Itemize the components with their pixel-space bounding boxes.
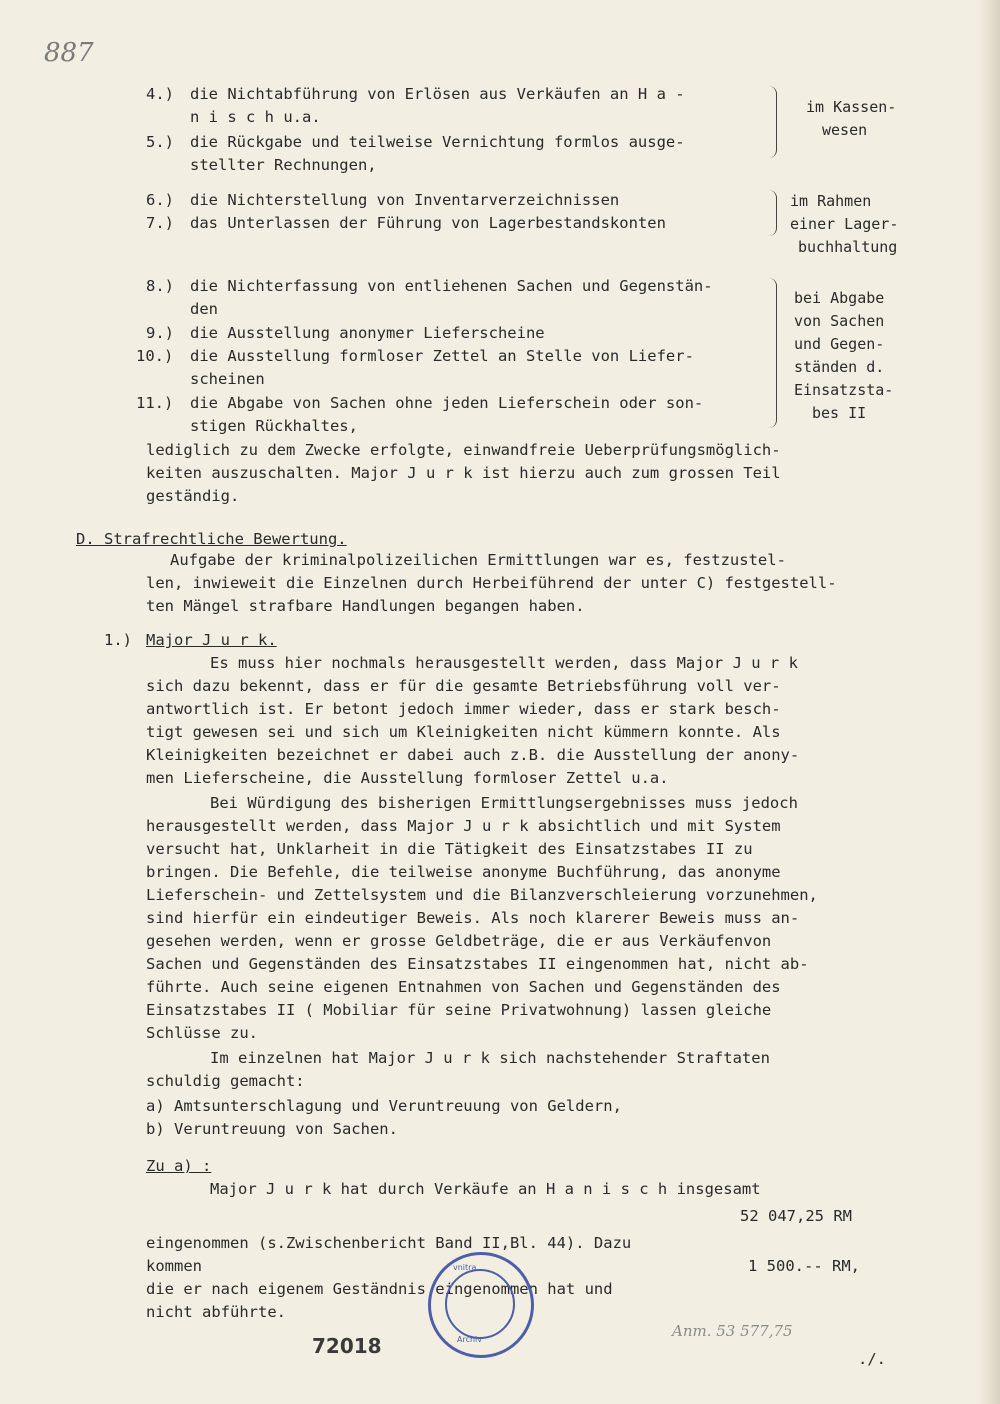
archive-number: 72018 [312, 1334, 382, 1358]
brace-note: buchhaltung [798, 238, 898, 256]
item-text: die Ausstellung anonymer Lieferscheine [190, 324, 545, 342]
para-line: men Lieferscheine, die Ausstellung formloser Zettel u.a. [146, 769, 669, 787]
item-number: 9.) [146, 324, 174, 342]
para-line: sich dazu bekennt, dass er für die gesamte Betriebsführung voll ver- [146, 677, 781, 695]
item-number: 4.) [146, 85, 174, 103]
para-line: sind hierfür ein eindeutiger Beweis. Als noch klarerer Beweis muss an- [146, 909, 800, 927]
brace-note: im Kassen- [806, 98, 897, 116]
paper-edge-shadow [978, 0, 1000, 1404]
para-line: Lieferschein- und Zettelsystem und die Bilanzverschleierung vorzunehmen, [146, 886, 818, 904]
brace-note: von Sachen [794, 312, 885, 330]
item-text: scheinen [190, 370, 265, 388]
intro-line: ten Mängel strafbare Handlungen begangen haben. [146, 597, 585, 615]
para-line: schuldig gemacht: [146, 1072, 305, 1090]
para-line: herausgestellt werden, dass Major J u r k absichtlich und mit System [146, 817, 781, 835]
para-line: Einsatzstabes II ( Mobiliar für seine Privatwohnung) lassen gleiche [146, 1001, 772, 1019]
para-line: Schlüsse zu. [146, 1024, 258, 1042]
brace-note: Einsatzsta- [794, 381, 894, 399]
item-text: die Nichterstellung von Inventarverzeichnissen [190, 191, 620, 209]
para-line: führte. Auch seine eigenen Entnahmen von Sachen und Gegenständen des [146, 978, 781, 996]
item-text: den [190, 300, 218, 318]
stamp-text-bottom: Archiv [457, 1335, 483, 1344]
subsection-number: 1.) [104, 631, 132, 649]
closing-line: lediglich zu dem Zwecke erfolgte, einwandfreie Ueberprüfungsmöglich- [146, 441, 781, 459]
para-line: tigt gewesen sei und sich um Kleinigkeiten nicht kümmern konnte. Als [146, 723, 781, 741]
brace-note: und Gegen- [794, 335, 885, 353]
intro-line: len, inwieweit die Einzelnen durch Herbeiführend der unter C) festgestell- [146, 574, 837, 592]
amount: 52 047,25 RM [740, 1207, 852, 1225]
para-line: nicht abführte. [146, 1303, 286, 1321]
continuation-mark: ./. [858, 1350, 886, 1368]
section-heading: D. Strafrechtliche Bewertung. [76, 530, 347, 548]
intro-line: Aufgabe der kriminalpolizeilichen Ermittlungen war es, festzustel- [170, 551, 786, 569]
brace-note: bei Abgabe [794, 289, 885, 307]
para-line: Bei Würdigung des bisherigen Ermittlungsergebnisses muss jedoch [210, 794, 798, 812]
brace-kassen [768, 86, 777, 158]
amount: 1 500.-- RM, [748, 1257, 860, 1275]
item-number: 8.) [146, 277, 174, 295]
handwritten-margin-note: Anm. 53 577,75 [672, 1322, 793, 1340]
para-line: die er nach eigenem Geständnis eingenommen hat und [146, 1280, 613, 1298]
brace-note: wesen [822, 121, 868, 139]
zu-a-heading: Zu a) : [146, 1157, 212, 1175]
item-text: das Unterlassen der Führung von Lagerbestandskonten [190, 214, 666, 232]
para-line: eingenommen (s.Zwischenbericht Band II,Bl. 44). Dazu [146, 1234, 632, 1252]
brace-note: einer Lager- [790, 215, 899, 233]
para-line: Major J u r k hat durch Verkäufe an H a n i s c h insgesamt [210, 1180, 761, 1198]
item-text: n i s c h u.a. [190, 108, 321, 126]
para-line: kommen [146, 1257, 202, 1275]
para-line: Sachen und Gegenständen des Einsatzstabes II eingenommen hat, nicht ab- [146, 955, 809, 973]
item-text: die Abgabe von Sachen ohne jeden Lieferschein oder son- [190, 394, 704, 412]
para-line: Es muss hier nochmals herausgestellt werden, dass Major J u r k [210, 654, 798, 672]
brace-note: bes II [812, 404, 867, 422]
item-text: stigen Rückhaltes, [190, 417, 358, 435]
item-number: 10.) [136, 347, 174, 365]
archive-stamp [428, 1252, 534, 1358]
brace-lager [768, 190, 777, 236]
closing-line: keiten auszuschalten. Major J u r k ist hierzu auch zum grossen Teil [146, 464, 781, 482]
para-line: Kleinigkeiten bezeichnet er dabei auch z.B. die Ausstellung der anony- [146, 746, 800, 764]
item-text: stellter Rechnungen, [190, 156, 377, 174]
para-line: antwortlich ist. Er betont jedoch immer wieder, dass er stark besch- [146, 700, 781, 718]
item-text: die Rückgabe und teilweise Vernichtung formlos ausge- [190, 133, 685, 151]
item-text: die Nichterfassung von entliehenen Sachen und Gegenstän- [190, 277, 713, 295]
brace-note: im Rahmen [790, 192, 872, 210]
item-text: die Ausstellung formloser Zettel an Stelle von Liefer- [190, 347, 694, 365]
stamp-inner-ring [445, 1269, 515, 1339]
para-line: versucht hat, Unklarheit in die Tätigkeit des Einsatzstabes II zu [146, 840, 753, 858]
item-number: 6.) [146, 191, 174, 209]
item-number: 7.) [146, 214, 174, 232]
item-number: 5.) [146, 133, 174, 151]
item-number: 11.) [136, 394, 174, 412]
handwritten-page-number: 887 [44, 38, 94, 68]
brace-abgabe [768, 278, 777, 428]
para-line: Im einzelnen hat Major J u r k sich nachstehender Straftaten [210, 1049, 770, 1067]
closing-line: geständig. [146, 487, 240, 505]
subsection-title: Major J u r k. [146, 631, 277, 649]
para-line: gesehen werden, wenn er grosse Geldbeträge, die er aus Verkäufenvon [146, 932, 772, 950]
offense-item: b) Veruntreuung von Sachen. [146, 1120, 398, 1138]
offense-item: a) Amtsunterschlagung und Veruntreuung von Geldern, [146, 1097, 622, 1115]
stamp-text-top: vnitra [453, 1263, 477, 1272]
para-line: bringen. Die Befehle, die teilweise anonyme Buchführung, das anonyme [146, 863, 781, 881]
brace-note: ständen d. [794, 358, 885, 376]
item-text: die Nichtabführung von Erlösen aus Verkäufen an H a - [190, 85, 685, 103]
